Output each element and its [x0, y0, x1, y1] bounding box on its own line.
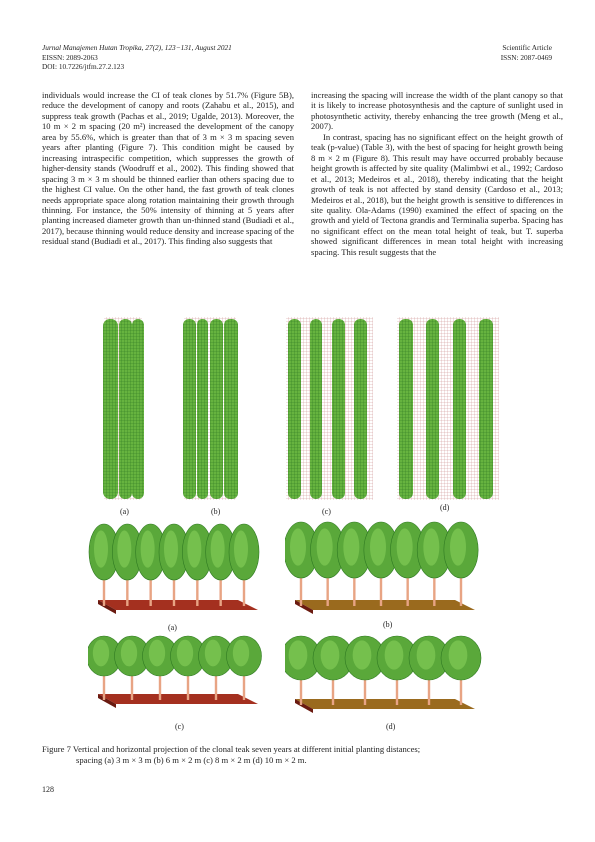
plan-view-c — [282, 315, 377, 505]
caption-line-1: Figure 7 Vertical and horizontal projection of the clonal teak seven years at different initial planting distances; — [42, 744, 421, 754]
article-type: Scientific Article — [502, 43, 552, 52]
right-paragraph-2: In contrast, spacing has no significant effect on the height growth of teak (p-value) (Table 3), with the best of spacing for height growth being 8 m × 2 m (Figure 8). This result may have occurred probably because height growth is affected by site quality (Malimbwi et al., 1992; Cardoso et al., 2013; Medeiros et al., 2018), thereby indicating that the height growth of teak is not affected by stand density (Cardoso et al., 2013; Medeiros et al., 2018), but the height growth is sensitive to differences in site quality. Ola-Adams (1990) examined the effect of spacing on the growth and yield of Tectona grandis and Terminalia superba. Spacing has no significant effect on the mean total height of teak, but T. superba showed significant differences in mean total height with increasing spacing. This result suggests that the — [311, 131, 563, 257]
side-view-d — [285, 632, 485, 717]
caption-line-2: spacing (a) 3 m × 3 m (b) 6 m × 2 m (c) 8 m × 2 m (d) 10 m × 2 m. — [76, 755, 307, 765]
plan-label-b: (b) — [211, 507, 221, 516]
plan-label-d: (d) — [440, 503, 450, 512]
right-paragraph-1: increasing the spacing will increase the width of the plant canopy so that it is likely to increase photosynthesis and the capture of sunlight used in photosynthetic activity, thereby enhancing the tree growth (Meng et al., 2007). — [311, 90, 563, 132]
right-column — [311, 90, 563, 257]
plan-view-d — [393, 315, 503, 505]
plan-view-a — [100, 315, 148, 505]
journal-header-right — [501, 43, 552, 62]
plan-view-b — [180, 315, 240, 505]
left-paragraph-1: individuals would increase the CI of teak clones by 51.7% (Figure 5B), reduce the development of canopy and roots (Zahabu et al., 2015), and suppress teak growth (Pachas et al., 2019; Ugalde, 2013). Moreover, the 10 m × 2 m spacing (20 m²) increased the development of the canopy area by 55.6%, which is greater than that of 3 m × 3 m spacing seven years after planting (Figure 7). This condition might be caused by increasing intraspecific competition, which suppresses the growth of higher-density stands (Woodruff et al., 2002). This finding showed that spacing 3 m × 3 m should be thinned earlier than others spacing due to the highest CI value. On the other hand, the fast growth of teak clones needs appropriate space along rotation maintaining their growth through thinning. For instance, the 50% intensity of thinning at 5 years after planting increased diameter growth than un-thinned stand (Budiadi et al., 2017), because thinning would reduce density and increase spacing of the residual stand (Budiadi et al., 2017). This finding also suggests that — [42, 90, 294, 247]
issn: ISSN: 2087-0469 — [500, 52, 552, 62]
eissn: EISSN: 2089-2063 — [42, 52, 98, 62]
journal-header-left — [42, 43, 232, 72]
side-label-a: (a) — [168, 623, 177, 632]
plan-label-a: (a) — [120, 507, 129, 516]
side-view-a — [88, 518, 268, 618]
side-view-c — [88, 632, 268, 712]
side-label-d: (d) — [386, 722, 396, 731]
side-label-c: (c) — [175, 722, 184, 731]
figure-caption — [42, 744, 562, 766]
side-view-b — [285, 518, 485, 618]
plan-label-c: (c) — [322, 507, 331, 516]
journal-line: Jurnal Manajemen Hutan Tropika, 27(2), 123−131, August 2021 — [42, 43, 232, 52]
page-number: 128 — [42, 785, 54, 794]
left-column — [42, 90, 294, 247]
doi: DOI: 10.7226/jtfm.27.2.123 — [42, 62, 125, 72]
side-label-b: (b) — [383, 620, 393, 629]
